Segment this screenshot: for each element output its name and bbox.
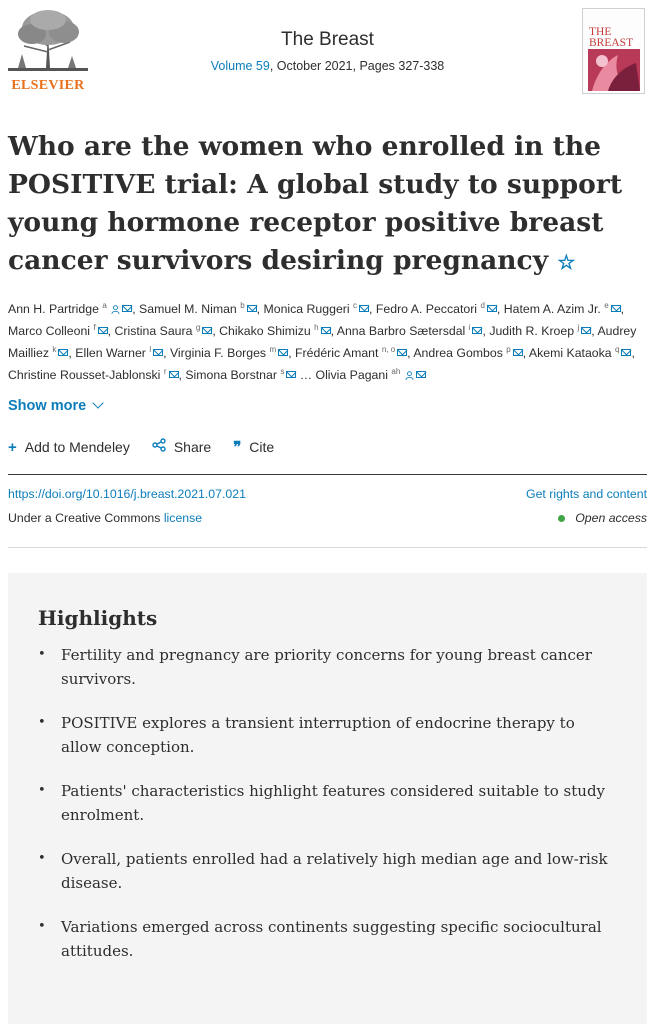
affiliation-sup: g (195, 322, 201, 332)
affiliation-sup: ah (391, 366, 401, 376)
highlight-item: • Fertility and pregnancy are priority concerns for young breast cancer survivors. (38, 643, 618, 691)
email-icon (359, 305, 369, 312)
email-icon (58, 349, 68, 356)
author-link[interactable] (528, 344, 635, 360)
show-more-label: Show more (8, 398, 87, 414)
affiliation-sup: p (506, 344, 511, 354)
author-separator: , (163, 346, 170, 360)
affiliation-sup: d (480, 300, 485, 310)
author-link[interactable] (295, 346, 407, 360)
email-icon (98, 327, 108, 334)
email-icon (621, 349, 631, 356)
author-name: Cristina Saura (114, 324, 196, 338)
author-name: Audrey Mailliez (8, 324, 637, 360)
author-separator: , (256, 302, 264, 316)
author-separator: , (178, 368, 186, 382)
affiliation-sup: m (269, 344, 277, 354)
plus-icon: + (8, 438, 17, 456)
add-to-mendeley-label: Add to Mendeley (24, 439, 130, 455)
email-icon (487, 305, 497, 312)
star-icon[interactable]: ☆ (557, 250, 576, 274)
highlight-item: • Patients' characteristics highlight features considered suitable to study enrolment. (38, 779, 618, 827)
email-icon (153, 349, 163, 356)
affiliation-sup: a (102, 300, 107, 310)
author-separator: , (620, 302, 625, 316)
affiliation-sup: n, o (381, 344, 396, 354)
email-icon (321, 327, 331, 334)
author-name: Judith R. Kroep (489, 324, 578, 338)
author-separator: , (522, 346, 529, 360)
author-separator: , (496, 302, 504, 316)
author-name: Olivia Pagani (315, 368, 392, 382)
volume-link[interactable]: Volume 59 (210, 59, 270, 73)
add-to-mendeley-button[interactable] (8, 439, 130, 456)
author-name: Anna Barbro Sætersdal (336, 324, 469, 338)
cover-art-image (588, 49, 640, 91)
author-link[interactable] (219, 324, 330, 338)
highlights-section (8, 573, 647, 1024)
affiliation-sup: j (577, 322, 580, 332)
author-name: Hatem A. Azim Jr. (503, 302, 605, 316)
share-icon (152, 438, 166, 456)
affiliation-sup: r (163, 366, 167, 376)
chevron-down-icon (92, 397, 103, 408)
email-icon (202, 327, 212, 334)
issue-pages: , October 2021, Pages 327-338 (269, 59, 445, 73)
author-link[interactable] (8, 324, 108, 338)
author-separator: , (132, 302, 140, 316)
affiliation-sup: b (240, 300, 245, 310)
journal-meta (0, 59, 655, 73)
cover-title: THE BREAST (589, 26, 634, 49)
author-separator: , (288, 346, 296, 360)
author-list (8, 298, 650, 386)
quote-icon: ❞ (233, 439, 242, 456)
author-link[interactable] (316, 368, 426, 382)
author-link[interactable] (8, 368, 179, 382)
author-separator: , (631, 346, 635, 360)
author-link[interactable] (115, 324, 213, 338)
author-link[interactable] (413, 346, 522, 360)
license-link[interactable]: license (163, 511, 203, 525)
author-link[interactable] (8, 302, 132, 316)
share-button[interactable] (152, 438, 211, 456)
author-name: Frédéric Amant (295, 346, 382, 360)
affiliation-sup: i (468, 322, 471, 332)
open-access-label: Open access (575, 511, 647, 525)
author-link[interactable] (504, 302, 621, 316)
author-name: Andrea Gombos (413, 346, 507, 360)
author-name: Simona Borstnar (185, 368, 281, 382)
author-separator: , (407, 346, 414, 360)
journal-title[interactable]: The Breast (281, 29, 374, 50)
highlights-title: Highlights (38, 606, 158, 630)
author-link[interactable] (170, 346, 288, 360)
author-separator: , (369, 302, 376, 316)
email-icon (247, 305, 257, 312)
divider (8, 474, 647, 475)
author-name: Ann H. Partridge (8, 302, 103, 316)
author-name: Akemi Kataoka (528, 346, 616, 360)
doi-link[interactable]: https://doi.org/10.1016/j.breast.2021.07.021 (8, 487, 246, 501)
divider (8, 547, 647, 548)
article-actions (8, 436, 296, 458)
author-separator: , (591, 324, 598, 338)
publisher-name: ELSEVIER (11, 78, 85, 93)
author-separator: , (482, 324, 490, 338)
author-name: Ellen Warner (75, 346, 150, 360)
open-access-dot-icon (558, 515, 565, 522)
cite-label: Cite (249, 439, 275, 455)
article-title (8, 128, 648, 281)
author-link[interactable] (376, 302, 497, 316)
authors-ellipsis: … (296, 368, 316, 382)
author-link[interactable] (337, 324, 483, 338)
affiliation-sup: l (149, 344, 152, 354)
open-access-badge (558, 511, 647, 525)
author-name: Fedro A. Peccatori (375, 302, 481, 316)
email-icon (169, 371, 179, 378)
author-separator: , (68, 346, 76, 360)
author-link[interactable] (139, 302, 257, 316)
email-icon (513, 349, 523, 356)
cite-button[interactable] (233, 438, 274, 456)
affiliation-sup: c (353, 300, 358, 310)
author-separator: , (107, 324, 115, 338)
affiliation-sup: s (280, 366, 285, 376)
email-icon (122, 305, 132, 312)
get-rights-link[interactable]: Get rights and content (526, 487, 647, 501)
author-link[interactable] (185, 368, 296, 382)
article-title-text: Who are the women who enrolled in the POSITIVE trial: A global study to support young hormone receptor positive breast cancer survivors desiring pregnancy (8, 131, 623, 276)
email-icon (278, 349, 288, 356)
author-name: Marco Colleoni (8, 324, 94, 338)
author-name: Christine Rousset-Jablonski (8, 368, 164, 382)
email-icon (416, 371, 426, 378)
author-link[interactable] (489, 324, 591, 338)
license-prefix: Under a Creative Commons (8, 511, 164, 525)
email-icon (611, 305, 621, 312)
highlights-list (38, 643, 618, 983)
author-name: Monica Ruggeri (263, 302, 354, 316)
email-icon (581, 327, 591, 334)
author-link[interactable] (263, 302, 369, 316)
affiliation-sup: h (314, 322, 319, 332)
affiliation-sup: f (93, 322, 96, 332)
email-icon (397, 349, 407, 356)
affiliation-sup: e (604, 300, 609, 310)
author-name: Chikako Shimizu (219, 324, 315, 338)
highlight-item: • POSITIVE explores a transient interruption of endocrine therapy to allow conception. (38, 711, 618, 759)
person-icon (111, 305, 120, 314)
person-icon (405, 371, 414, 380)
journal-header (0, 0, 655, 106)
email-icon (286, 371, 296, 378)
author-name: Virginia F. Borges (169, 346, 270, 360)
affiliation-sup: k (52, 344, 57, 354)
share-label: Share (173, 439, 212, 455)
email-icon (472, 327, 482, 334)
author-name: Samuel M. Niman (139, 302, 241, 316)
author-separator: , (212, 324, 220, 338)
journal-info (0, 26, 655, 73)
author-link[interactable] (75, 346, 163, 360)
highlight-item: • Variations emerged across continents suggesting specific sociocultural attitudes. (38, 915, 618, 963)
highlight-item: • Overall, patients enrolled had a relatively high median age and low-risk disease. (38, 847, 618, 895)
journal-cover[interactable] (582, 8, 645, 94)
affiliation-sup: q (615, 344, 620, 354)
author-separator: , (330, 324, 337, 338)
license-text (8, 511, 202, 525)
show-more-button[interactable] (8, 398, 102, 414)
